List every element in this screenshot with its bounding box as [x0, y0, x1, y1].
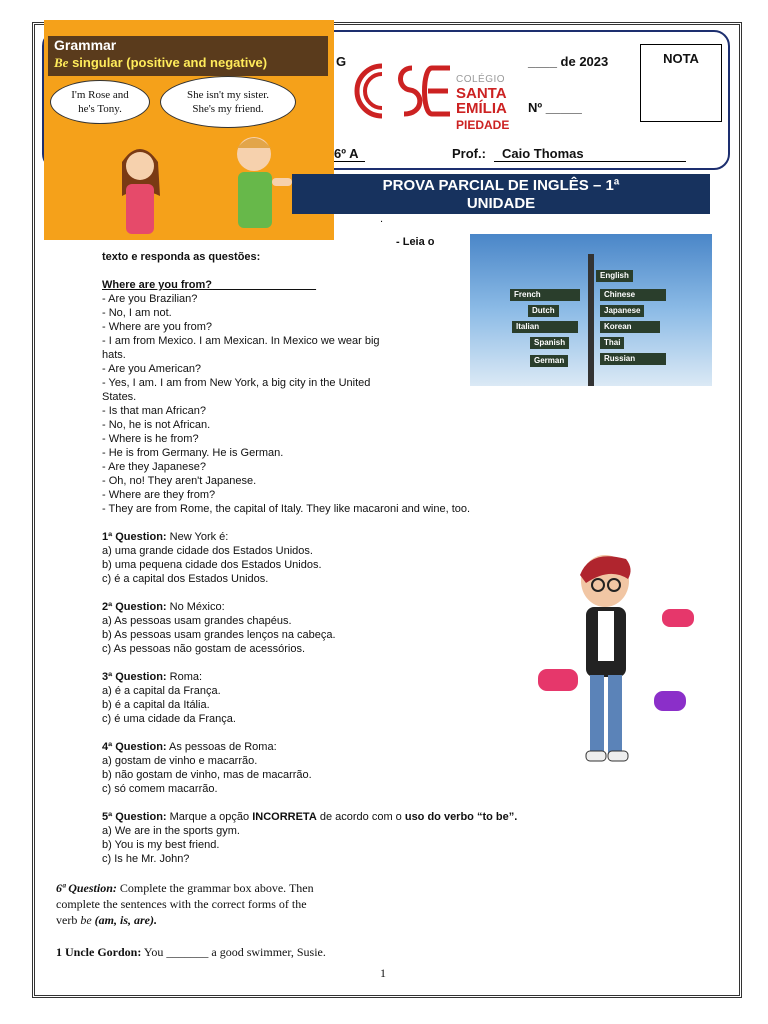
nota-box: [640, 44, 722, 122]
boy-with-chat-bubbles-illustration: [530, 545, 710, 780]
reading-dialogue: - Are you Brazilian? - No, I am not. - Where are you from? - I am from Mexico. I am Mexican. In Mexico we wear big hats. - Are you American? - Yes, I am. I am from New York, a big city in the United States. - Is that man African? - No, he is not African. - Where is he from? - He is from Germany. He is German. - Are they Japanese? - Oh, no! They aren't Japanese. - Where are they from? - They are from Rome, the capital of Italy. They like macaroni and wine, too.: [102, 293, 471, 515]
grammar-card: [44, 20, 334, 240]
kids-illustration: [104, 126, 324, 240]
header-prof-name: Caio Thomas: [494, 146, 686, 162]
instruction-lead: - Leia o: [396, 236, 435, 248]
grammar-title-bar: [48, 36, 328, 76]
header-turma: 6º A: [334, 146, 365, 162]
question-3: 3ª Question: Roma: a) é a capital da França. b) é a capital da Itália. c) é uma cidade da França.: [102, 671, 236, 725]
page-number: 1: [380, 966, 386, 980]
header-numero: Nº _____: [528, 100, 582, 115]
instruction-text: texto e responda as questões:: [102, 251, 261, 263]
logo-piedade: PIEDADE: [456, 118, 510, 132]
question-2: 2ª Question: No México: a) As pessoas usam grandes chapéus. b) As pessoas usam grandes lenços na cabeça. c) As pessoas não gostam de acessórios.: [102, 601, 336, 655]
header-date: ____ de 2023: [528, 54, 609, 69]
reading-heading: Where are you from?_________________: [102, 279, 317, 291]
grammar-subtitle: Be singular (positive and negative): [54, 55, 268, 70]
language-signpost-photo: English French Chinese Dutch Japanese Italian Korean Spanish Thai German Russian: [470, 234, 712, 386]
school-logo: [352, 54, 532, 134]
logo-colegio: COLÉGIO: [456, 74, 506, 85]
exam-title: PROVA PARCIAL DE INGLÊS – 1ª UNIDADE: [292, 174, 710, 214]
stray-dot: .: [380, 213, 384, 225]
grammar-title: Grammar: [54, 37, 117, 53]
nota-label: NOTA: [663, 51, 699, 66]
question-4: 4ª Question: As pessoas de Roma: a) gostam de vinho e macarrão. b) não gostam de vinho, mas de macarrão. c) só comem macarrão.: [102, 741, 312, 795]
question-6-item-1: 1 Uncle Gordon: You _______ a good swimmer, Susie.: [56, 945, 326, 959]
header-g-fragment: G: [336, 54, 347, 69]
cse-logo-mark: [352, 54, 452, 128]
question-1: 1ª Question: New York é: a) uma grande cidade dos Estados Unidos. b) uma pequena cidade dos Estados Unidos. c) é a capital dos Estados Unidos.: [102, 531, 322, 585]
speech-bubble-rose: I'm Rose and he's Tony.: [50, 80, 150, 124]
speech-bubble-tony: She isn't my sister. She's my friend.: [160, 76, 296, 128]
question-6: 6ª Question: Complete the grammar box above. Then complete the sentences with the correct forms of the verb be (am, is, are).: [56, 881, 314, 927]
header-prof-label: Prof.:: [452, 146, 486, 161]
logo-santa-emilia: SANTA EMÍLIA: [456, 85, 507, 117]
question-5: 5ª Question: Marque a opção INCORRETA de acordo com o uso do verbo “to be”. a) We are in the sports gym. b) You is my best friend. c) Is he Mr. John?: [102, 811, 518, 865]
